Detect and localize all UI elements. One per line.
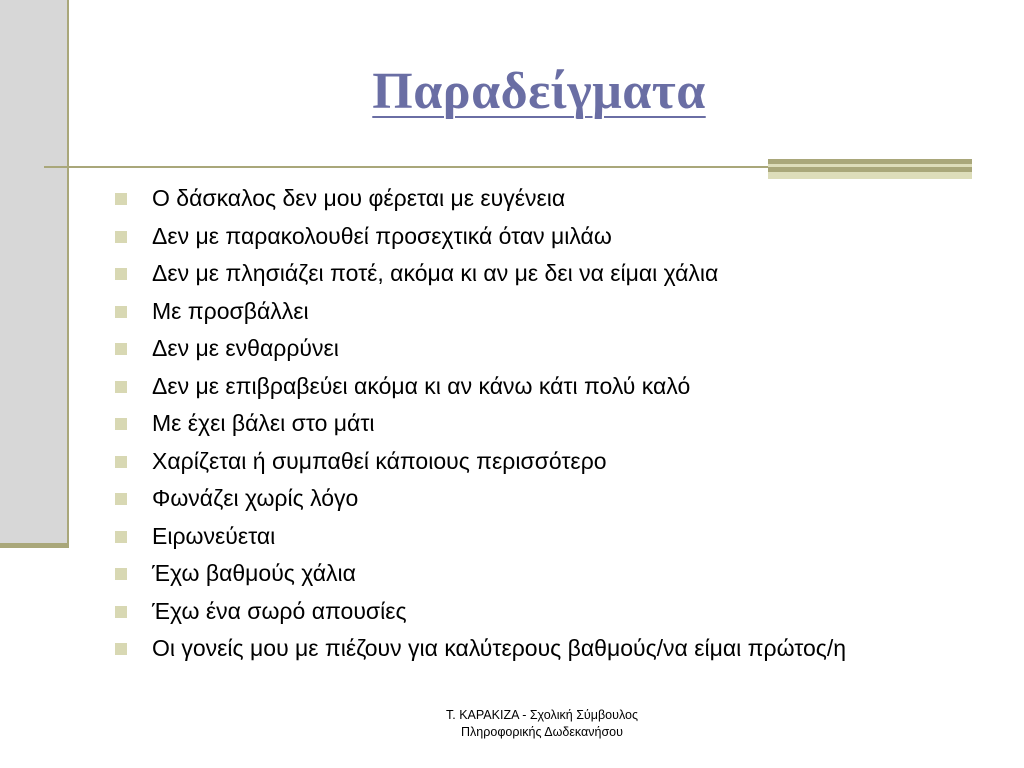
bullet-text: Με έχει βάλει στο μάτι bbox=[152, 410, 375, 436]
list-item bbox=[115, 559, 905, 587]
accent-stripe-bottom bbox=[768, 167, 972, 172]
square-bullet-icon bbox=[115, 606, 127, 618]
left-band-foot bbox=[0, 543, 69, 548]
square-bullet-icon bbox=[115, 418, 127, 430]
list-item bbox=[115, 259, 905, 287]
bullet-text: Με προσβάλλει bbox=[152, 297, 309, 324]
list-item bbox=[115, 297, 905, 325]
bullet-text: Δεν με ενθαρρύνει bbox=[152, 335, 339, 361]
square-bullet-icon bbox=[115, 531, 127, 543]
list-item bbox=[115, 334, 905, 362]
list-item bbox=[115, 372, 905, 400]
bullet-text: Δεν με πλησιάζει ποτέ, ακόμα κι αν με δει να είμαι χάλια bbox=[152, 260, 719, 286]
list-item bbox=[115, 184, 905, 212]
square-bullet-icon bbox=[115, 456, 127, 468]
square-bullet-icon bbox=[115, 643, 127, 655]
slide-title: Παραδείγματα bbox=[372, 63, 706, 120]
slide-footer bbox=[380, 707, 704, 741]
square-bullet-icon bbox=[115, 381, 127, 393]
list-item bbox=[115, 222, 905, 250]
square-bullet-icon bbox=[115, 568, 127, 580]
list-item bbox=[115, 447, 905, 475]
square-bullet-icon bbox=[115, 306, 127, 318]
list-item bbox=[115, 484, 905, 512]
bullet-text: Έχω ένα σωρό απουσίες bbox=[152, 597, 407, 624]
title-divider-accent bbox=[768, 159, 972, 179]
square-bullet-icon bbox=[115, 268, 127, 280]
bullet-text: Χαρίζεται ή συμπαθεί κάποιους περισσότερο bbox=[152, 447, 607, 474]
list-item bbox=[115, 409, 905, 437]
square-bullet-icon bbox=[115, 231, 127, 243]
accent-stripe-top bbox=[768, 159, 972, 164]
square-bullet-icon bbox=[115, 343, 127, 355]
list-item bbox=[115, 522, 905, 550]
bullet-text: Δεν με παρακολουθεί προσεχτικά όταν μιλάω bbox=[152, 222, 612, 249]
bullet-list bbox=[115, 184, 905, 672]
bullet-text: Δεν με επιβραβεύει ακόμα κι αν κάνω κάτι πολύ καλό bbox=[152, 372, 691, 399]
bullet-text: Φωνάζει χωρίς λόγο bbox=[152, 485, 359, 511]
bullet-text: Οι γονείς μου με πιέζουν για καλύτερους βαθμούς/να είμαι πρώτος/η bbox=[152, 635, 847, 661]
footer-affiliation-line: Πληροφορικής Δωδεκανήσου bbox=[461, 725, 623, 739]
bullet-text: Ο δάσκαλος δεν μου φέρεται με ευγένεια bbox=[152, 185, 566, 211]
list-item bbox=[115, 597, 905, 625]
bullet-text: Έχω βαθμούς χάλια bbox=[152, 560, 356, 586]
list-item bbox=[115, 634, 905, 662]
square-bullet-icon bbox=[115, 193, 127, 205]
title-divider-line bbox=[44, 166, 772, 168]
square-bullet-icon bbox=[115, 493, 127, 505]
bullet-text: Ειρωνεύεται bbox=[152, 522, 276, 549]
footer-author-line: Τ. ΚΑΡΑΚΙΖΑ - Σχολική Σύμβουλος bbox=[446, 708, 638, 722]
